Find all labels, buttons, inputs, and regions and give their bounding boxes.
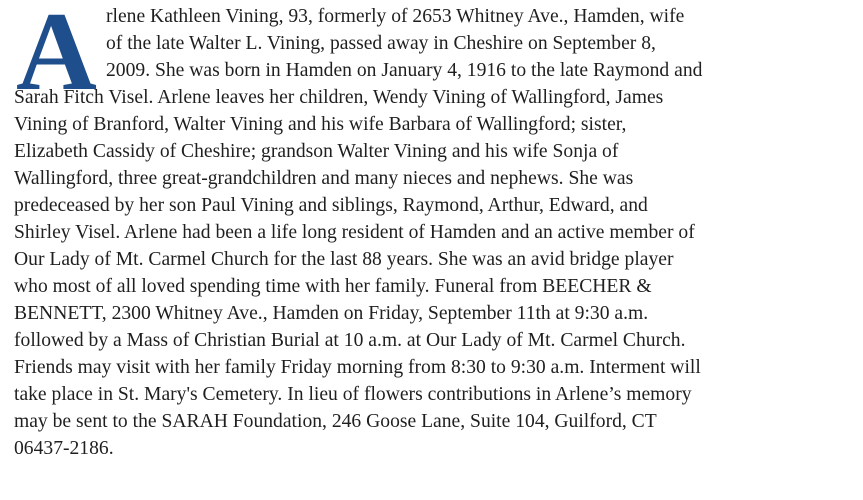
obituary-line: 06437-2186. (14, 438, 114, 459)
obituary-line: predeceased by her son Paul Vining and siblings, Raymond, Arthur, Edward, and (14, 195, 648, 216)
obituary-line: Sarah Fitch Visel. Arlene leaves her children, Wendy Vining of Wallingford, James (14, 87, 664, 108)
obituary-line: Friends may visit with her family Friday morning from 8:30 to 9:30 a.m. Interment will (14, 357, 701, 378)
obituary-line: who most of all loved spending time with her family. Funeral from BEECHER & (14, 276, 652, 297)
obituary-line: take place in St. Mary's Cemetery. In lieu of flowers contributions in Arlene’s memory (14, 384, 692, 405)
drop-cap-letter: A (16, 0, 97, 114)
obituary-line: rlene Kathleen Vining, 93, formerly of 2653 Whitney Ave., Hamden, wife (106, 6, 685, 27)
obituary-line: followed by a Mass of Christian Burial at 10 a.m. at Our Lady of Mt. Carmel Church. (14, 330, 686, 351)
obituary-line: Elizabeth Cassidy of Cheshire; grandson Walter Vining and his wife Sonja of (14, 141, 619, 162)
obituary-line: of the late Walter L. Vining, passed away in Cheshire on September 8, (106, 33, 656, 54)
obituary-line: Wallingford, three great-grandchildren and many nieces and nephews. She was (14, 168, 634, 189)
obituary-line: Shirley Visel. Arlene had been a life long resident of Hamden and an active member of (14, 222, 695, 243)
obituary-line: may be sent to the SARAH Foundation, 246 Goose Lane, Suite 104, Guilford, CT (14, 411, 657, 432)
obituary-line: BENNETT, 2300 Whitney Ave., Hamden on Friday, September 11th at 9:30 a.m. (14, 303, 649, 324)
obituary-line: 2009. She was born in Hamden on January 4, 1916 to the late Raymond and (106, 60, 703, 81)
obituary-line: Vining of Branford, Walter Vining and his wife Barbara of Wallingford; sister, (14, 114, 627, 135)
obituary-line: Our Lady of Mt. Carmel Church for the last 88 years. She was an avid bridge player (14, 249, 674, 270)
